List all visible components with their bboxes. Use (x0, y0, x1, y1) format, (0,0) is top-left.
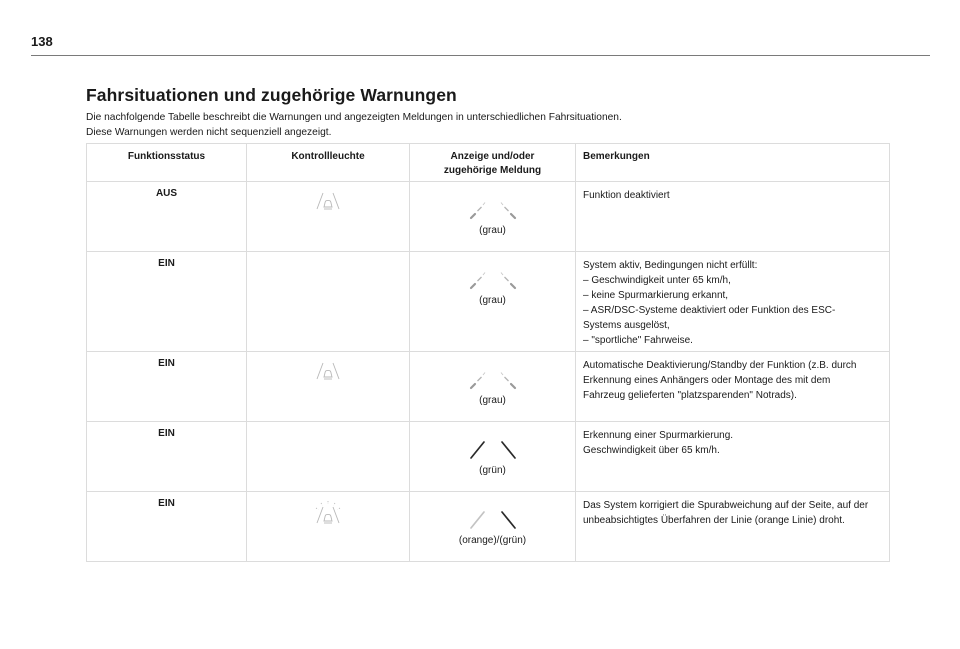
cell-indicator-lamp (247, 352, 410, 422)
cell-function-status: EIN (87, 422, 247, 492)
cell-function-status: AUS (87, 182, 247, 252)
table-row (87, 422, 890, 492)
cell-remarks (576, 352, 890, 422)
remarks-line: – keine Spurmarkierung erkannt, (583, 290, 729, 301)
remarks-line: – ASR/DSC-Systeme deaktiviert oder Funktion des ESC- (583, 305, 836, 316)
cell-display-message (410, 492, 576, 562)
lane-lines-orange-green-icon (416, 508, 569, 533)
remarks-line: System aktiv, Bedingungen nicht erfüllt: (583, 260, 758, 271)
cell-function-status: EIN (87, 252, 247, 352)
display-colour-caption: (orange)/(grün) (458, 535, 527, 546)
display-colour-caption: (grau) (479, 225, 506, 236)
remarks-line: Das System korrigiert die Spurabweichung auf der Seite, auf der (583, 500, 869, 511)
remarks-line: unbeabsichtigtes Überfahren der Linie (orange Linie) droht. (583, 515, 845, 526)
warnings-table (86, 143, 890, 562)
lane-lines-grey-dashed-icon (416, 198, 569, 223)
cell-remarks (576, 492, 890, 562)
display-colour-caption: (grau) (479, 395, 506, 406)
display-colour-caption: (grau) (479, 295, 506, 306)
page-number: 138 (31, 34, 53, 49)
remarks-line: Erkennung einer Spurmarkierung. (583, 430, 734, 441)
lane-lines-grey-dashed-icon (416, 368, 569, 393)
remarks-line: Automatische Deaktivierung/Standby der Funktion (z.B. durch (583, 360, 857, 371)
intro-line-1: Die nachfolgende Tabelle beschreibt die Warnungen und angezeigten Meldungen in unterschiedlichen Fahrsituationen. (86, 112, 622, 123)
cell-function-status: EIN (87, 492, 247, 562)
section-intro (86, 110, 622, 140)
lane-lines-green-solid-icon (416, 438, 569, 463)
table-row (87, 352, 890, 422)
table-header-row (87, 144, 890, 182)
remarks-line: Funktion deaktiviert (583, 190, 670, 201)
cell-indicator-lamp (247, 422, 410, 492)
header-lamp: Kontrollleuchte (247, 144, 410, 182)
header-display-line-2: zugehörige Meldung (443, 165, 542, 176)
cell-display-message (410, 422, 576, 492)
cell-display-message (410, 252, 576, 352)
cell-function-status: EIN (87, 352, 247, 422)
remarks-line: Fahrzeug gelieferten "platzsparenden" Notrads). (583, 390, 797, 401)
cell-remarks (576, 252, 890, 352)
cell-indicator-lamp (247, 492, 410, 562)
remarks-line: – Geschwindigkeit unter 65 km/h, (583, 275, 731, 286)
table-row (87, 492, 890, 562)
header-rule (31, 55, 930, 56)
display-colour-caption: (grün) (479, 465, 506, 476)
section-title: Fahrsituationen und zugehörige Warnungen (86, 85, 457, 105)
remarks-line: – "sportliche" Fahrweise. (583, 335, 693, 346)
cell-display-message (410, 352, 576, 422)
remarks-line: Systems ausgelöst, (583, 320, 670, 331)
cell-remarks (576, 422, 890, 492)
lane-assist-active-icon (253, 500, 403, 529)
cell-remarks (576, 182, 890, 252)
cell-indicator-lamp (247, 252, 410, 352)
intro-line-2: Diese Warnungen werden nicht sequenziell angezeigt. (86, 127, 332, 138)
header-status: Funktionsstatus (87, 144, 247, 182)
remarks-line: Geschwindigkeit über 65 km/h. (583, 445, 720, 456)
table-row (87, 252, 890, 352)
lane-assist-off-icon (253, 360, 403, 385)
lane-assist-off-icon (253, 190, 403, 215)
table-row (87, 182, 890, 252)
header-display (410, 144, 576, 182)
lane-lines-grey-dashed-icon (416, 268, 569, 293)
cell-indicator-lamp (247, 182, 410, 252)
cell-display-message (410, 182, 576, 252)
header-display-line-1: Anzeige und/oder (450, 151, 535, 162)
header-remarks: Bemerkungen (576, 144, 890, 182)
remarks-line: Erkennung eines Anhängers oder Montage des mit dem (583, 375, 831, 386)
